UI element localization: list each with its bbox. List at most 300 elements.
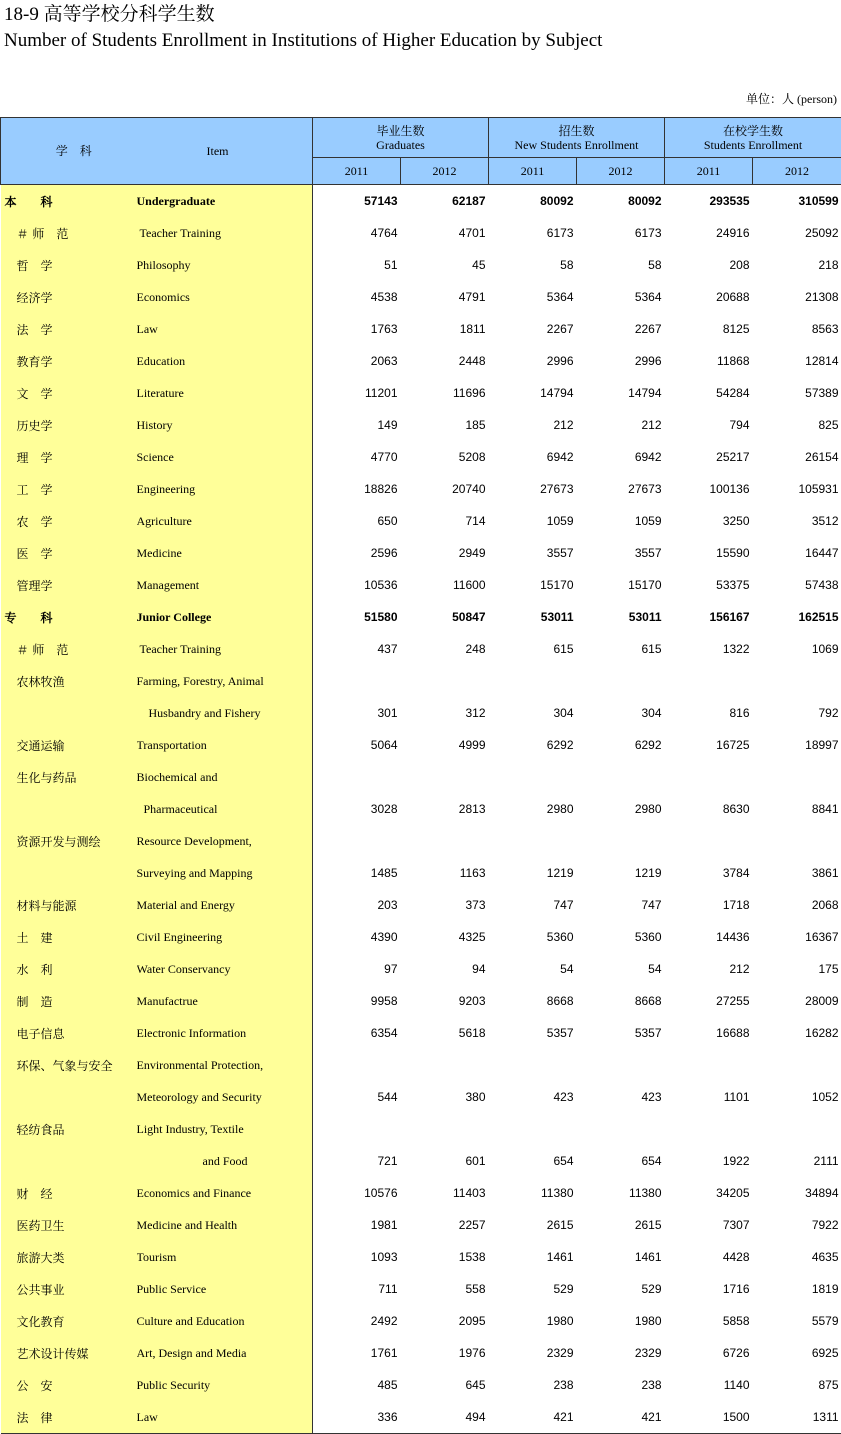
value-cell: 162515 <box>798 610 839 624</box>
value-cell <box>577 761 665 793</box>
row-label-cn: 专 科 <box>1 601 137 633</box>
value-cell: 1093 <box>370 1250 398 1264</box>
value-cell: 11600 <box>453 578 486 592</box>
table-title-english: Number of Students Enrollment in Institutions of Higher Education by Subject <box>4 30 603 51</box>
value-cell: 2063 <box>370 354 398 368</box>
row-label-cn <box>1 1145 137 1177</box>
value-cell: 1461 <box>634 1250 662 1264</box>
value-cell: 8668 <box>634 994 662 1008</box>
value-cell: 714 <box>465 514 486 528</box>
value-cell: 53011 <box>540 610 574 624</box>
row-label-en <box>137 1209 313 1241</box>
value-cell: 54 <box>560 962 574 976</box>
value-cell: 16282 <box>805 1026 839 1040</box>
row-label-cn: 医药卫生 <box>1 1209 137 1241</box>
table-row <box>1 857 841 889</box>
value-cell: 423 <box>553 1090 574 1104</box>
value-cell: 15170 <box>628 578 662 592</box>
row-label-cn: 交通运输 <box>1 729 137 761</box>
row-label-en <box>137 889 313 921</box>
value-cell: 5357 <box>634 1026 662 1040</box>
row-label-en-text: Law <box>136 321 158 336</box>
value-cell: 6942 <box>634 450 662 464</box>
value-cell: 293535 <box>709 194 750 208</box>
table-row <box>1 921 841 953</box>
header-year: 2012 <box>577 158 665 185</box>
value-cell: 14436 <box>716 930 750 944</box>
value-cell: 1163 <box>459 866 486 880</box>
value-cell <box>577 1113 665 1145</box>
value-cell: 156167 <box>709 610 750 624</box>
value-cell: 5858 <box>722 1314 750 1328</box>
value-cell: 16688 <box>716 1026 750 1040</box>
value-cell: 15170 <box>540 578 574 592</box>
row-label-en <box>137 537 313 569</box>
value-cell: 1980 <box>634 1314 662 1328</box>
value-cell: 2615 <box>546 1218 574 1232</box>
value-cell: 3557 <box>546 546 574 560</box>
header-group-enrollment: 在校学生数 Students Enrollment <box>665 118 841 158</box>
value-cell: 615 <box>641 642 662 656</box>
value-cell: 2596 <box>370 546 398 560</box>
value-cell: 336 <box>313 1401 401 1434</box>
value-cell: 208 <box>729 258 750 272</box>
row-label-en-text: Public Security <box>136 1377 211 1392</box>
table-row <box>1 441 841 473</box>
row-label-en <box>137 441 313 473</box>
value-cell: 203 <box>377 898 398 912</box>
row-label-en-text: Teacher Training <box>139 225 221 240</box>
value-cell: 1461 <box>546 1250 574 1264</box>
row-label-en <box>137 921 313 953</box>
row-label-en-text: Agriculture <box>136 513 192 528</box>
row-label-en-text: Electronic Information <box>136 1025 247 1040</box>
value-cell: 11868 <box>717 354 750 368</box>
value-cell: 18997 <box>805 738 839 752</box>
row-label-cn: 法 学 <box>1 313 137 345</box>
value-cell: 421 <box>577 1401 665 1434</box>
row-label-cn: 文化教育 <box>1 1305 137 1337</box>
row-label-en <box>137 1273 313 1305</box>
table-row <box>1 1305 841 1337</box>
row-label-cn <box>1 793 137 825</box>
table-row <box>1 1401 841 1434</box>
row-label-en <box>137 1369 313 1401</box>
value-cell: 529 <box>553 1282 574 1296</box>
value-cell: 721 <box>377 1154 398 1168</box>
row-label-en <box>137 249 313 281</box>
table-row <box>1 409 841 441</box>
value-cell: 100136 <box>709 482 750 496</box>
header-group-graduates: 毕业生数 Graduates <box>313 118 489 158</box>
value-cell: 6292 <box>634 738 662 752</box>
value-cell: 645 <box>465 1378 486 1392</box>
row-label-cn: 财 经 <box>1 1177 137 1209</box>
value-cell: 11403 <box>453 1186 486 1200</box>
table-row <box>1 1177 841 1209</box>
value-cell: 1219 <box>546 866 574 880</box>
value-cell: 57438 <box>805 578 839 592</box>
row-label-en <box>137 985 313 1017</box>
row-label-en-text: Education <box>136 353 186 368</box>
row-label-en-text: Undergraduate <box>136 193 216 208</box>
value-cell: 15590 <box>716 546 750 560</box>
value-cell: 875 <box>818 1378 839 1392</box>
enrollment-table <box>0 117 841 1434</box>
row-label-cn <box>1 697 137 729</box>
value-cell: 97 <box>384 962 398 976</box>
value-cell: 4701 <box>458 226 486 240</box>
value-cell: 2996 <box>634 354 662 368</box>
header-year: 2011 <box>313 158 401 185</box>
value-cell: 218 <box>818 258 839 272</box>
row-label-en-text: History <box>136 417 173 432</box>
table-row <box>1 345 841 377</box>
value-cell <box>489 1049 577 1081</box>
value-cell <box>489 665 577 697</box>
row-label-en <box>137 761 313 793</box>
value-cell: 2448 <box>458 354 486 368</box>
value-cell <box>489 825 577 857</box>
value-cell <box>753 1049 841 1081</box>
table-row <box>1 793 841 825</box>
value-cell: 25217 <box>716 450 750 464</box>
row-label-en-text: Transportation <box>136 737 207 752</box>
table-row <box>1 537 841 569</box>
value-cell: 149 <box>377 418 398 432</box>
row-label-en-text: Material and Energy <box>136 897 235 912</box>
row-label-en <box>137 569 313 601</box>
row-label-cn: 教育学 <box>1 345 137 377</box>
value-cell: 4428 <box>722 1250 750 1264</box>
value-cell: 5360 <box>546 930 574 944</box>
table-row <box>1 473 841 505</box>
value-cell: 1718 <box>722 898 750 912</box>
value-cell <box>753 665 841 697</box>
value-cell: 20688 <box>716 290 750 304</box>
value-cell: 1976 <box>458 1346 486 1360</box>
value-cell: 4538 <box>370 290 398 304</box>
value-cell: 2813 <box>458 802 486 816</box>
value-cell: 2068 <box>811 898 839 912</box>
row-label-en <box>137 217 313 249</box>
value-cell: 8630 <box>722 802 750 816</box>
value-cell: 11696 <box>453 386 486 400</box>
value-cell: 1101 <box>723 1090 750 1104</box>
row-label-cn <box>1 1081 137 1113</box>
value-cell: 1069 <box>811 642 839 656</box>
row-label-cn: 轻纺食品 <box>1 1113 137 1145</box>
value-cell: 105931 <box>798 482 839 496</box>
table-row <box>1 761 841 793</box>
row-label-en <box>137 825 313 857</box>
value-cell: 5618 <box>458 1026 486 1040</box>
value-cell: 825 <box>818 418 839 432</box>
value-cell: 51580 <box>364 610 398 624</box>
value-cell <box>489 761 577 793</box>
value-cell: 3028 <box>370 802 398 816</box>
row-label-en <box>137 953 313 985</box>
value-cell: 1811 <box>459 322 486 336</box>
value-cell: 4390 <box>370 930 398 944</box>
header-year: 2012 <box>401 158 489 185</box>
value-cell: 8668 <box>546 994 574 1008</box>
value-cell: 747 <box>641 898 662 912</box>
table-row <box>1 569 841 601</box>
value-cell: 9958 <box>370 994 398 1008</box>
row-label-cn: 经济学 <box>1 281 137 313</box>
value-cell: 4791 <box>458 290 486 304</box>
row-label-en-text: Environmental Protection, <box>136 1057 264 1072</box>
value-cell: 6354 <box>370 1026 398 1040</box>
value-cell: 27673 <box>628 482 662 496</box>
value-cell: 304 <box>553 706 574 720</box>
value-cell: 816 <box>729 706 750 720</box>
value-cell: 1922 <box>722 1154 750 1168</box>
value-cell: 50847 <box>452 610 486 624</box>
value-cell: 212 <box>553 418 574 432</box>
value-cell: 34205 <box>716 1186 750 1200</box>
row-label-cn: 制 造 <box>1 985 137 1017</box>
row-label-en <box>137 313 313 345</box>
value-cell: 11380 <box>629 1186 662 1200</box>
table-row <box>1 1145 841 1177</box>
row-label-en-text: Medicine <box>136 545 182 560</box>
value-cell: 27255 <box>716 994 750 1008</box>
value-cell <box>665 665 753 697</box>
table-row <box>1 633 841 665</box>
row-label-cn: 本 科 <box>1 185 137 218</box>
value-cell: 1219 <box>634 866 662 880</box>
row-label-cn <box>1 857 137 889</box>
value-cell <box>401 1049 489 1081</box>
row-label-en-text: Engineering <box>136 481 196 496</box>
value-cell <box>313 761 401 793</box>
table-row <box>1 1113 841 1145</box>
row-label-en <box>137 1177 313 1209</box>
row-label-en-text: Law <box>136 1409 158 1424</box>
row-label-en <box>137 1145 313 1177</box>
value-cell: 4999 <box>458 738 486 752</box>
value-cell: 310599 <box>798 194 839 208</box>
value-cell: 80092 <box>540 194 574 208</box>
value-cell: 12814 <box>805 354 839 368</box>
row-label-en <box>137 857 313 889</box>
table-row <box>1 1081 841 1113</box>
value-cell <box>313 825 401 857</box>
value-cell: 11380 <box>541 1186 574 1200</box>
row-label-cn: 公 安 <box>1 1369 137 1401</box>
value-cell: 45 <box>472 258 486 272</box>
value-cell: 2329 <box>546 1346 574 1360</box>
table-row <box>1 281 841 313</box>
row-label-en-text: Philosophy <box>136 257 191 272</box>
value-cell: 18826 <box>364 482 398 496</box>
value-cell <box>577 1049 665 1081</box>
value-cell <box>577 825 665 857</box>
value-cell <box>401 825 489 857</box>
value-cell: 380 <box>465 1090 486 1104</box>
table-row <box>1 665 841 697</box>
table-body <box>1 185 841 1434</box>
value-cell: 1761 <box>370 1346 398 1360</box>
row-label-en-text: Public Service <box>136 1281 207 1296</box>
value-cell: 8563 <box>811 322 839 336</box>
row-label-en <box>137 1401 313 1434</box>
row-label-en-text: Economics and Finance <box>136 1185 252 1200</box>
value-cell <box>665 1113 753 1145</box>
header-group-new-enrollment: 招生数 New Students Enrollment <box>489 118 665 158</box>
value-cell: 16725 <box>716 738 750 752</box>
row-label-en <box>137 345 313 377</box>
row-label-en <box>137 1241 313 1273</box>
row-label-en <box>137 1305 313 1337</box>
row-label-cn: 生化与药品 <box>1 761 137 793</box>
value-cell: 6173 <box>634 226 662 240</box>
value-cell: 794 <box>729 418 750 432</box>
row-label-cn: 旅游大类 <box>1 1241 137 1273</box>
value-cell: 1059 <box>546 514 574 528</box>
row-label-en-text: Farming, Forestry, Animal <box>136 673 264 688</box>
value-cell: 3784 <box>722 866 750 880</box>
value-cell: 1819 <box>811 1282 839 1296</box>
value-cell: 1980 <box>546 1314 574 1328</box>
row-label-cn: 管理学 <box>1 569 137 601</box>
value-cell: 58 <box>648 258 662 272</box>
row-label-cn: 艺术设计传媒 <box>1 1337 137 1369</box>
value-cell: 7922 <box>811 1218 839 1232</box>
value-cell: 423 <box>641 1090 662 1104</box>
value-cell: 8841 <box>811 802 839 816</box>
row-label-cn: 法 律 <box>1 1401 137 1434</box>
value-cell <box>665 761 753 793</box>
row-label-en <box>137 729 313 761</box>
row-label-en-text: Teacher Training <box>139 641 221 656</box>
row-label-en-text: Medicine and Health <box>136 1217 238 1232</box>
value-cell: 1052 <box>811 1090 839 1104</box>
table-row <box>1 1049 841 1081</box>
table-row <box>1 1209 841 1241</box>
table-row <box>1 1017 841 1049</box>
row-label-cn: 理 学 <box>1 441 137 473</box>
table-row <box>1 889 841 921</box>
row-label-cn: 资源开发与测绘 <box>1 825 137 857</box>
table-title-chinese: 18-9 高等学校分科学生数 <box>4 4 215 25</box>
value-cell: 21308 <box>805 290 839 304</box>
value-cell: 2996 <box>546 354 574 368</box>
row-label-en <box>137 1113 313 1145</box>
value-cell: 4770 <box>370 450 398 464</box>
value-cell: 301 <box>377 706 398 720</box>
header-item-cn: 学 科 <box>1 118 137 185</box>
value-cell <box>401 761 489 793</box>
value-cell: 5360 <box>634 930 662 944</box>
value-cell: 421 <box>489 1401 577 1434</box>
row-label-en <box>137 505 313 537</box>
value-cell: 654 <box>553 1154 574 1168</box>
value-cell: 1322 <box>722 642 750 656</box>
value-cell: 27673 <box>540 482 574 496</box>
table-row <box>1 697 841 729</box>
value-cell: 529 <box>641 1282 662 1296</box>
value-cell: 62187 <box>452 194 486 208</box>
table-row <box>1 1273 841 1305</box>
row-label-en <box>137 1049 313 1081</box>
value-cell: 6942 <box>546 450 574 464</box>
value-cell: 94 <box>472 962 486 976</box>
table-row <box>1 313 841 345</box>
table-row <box>1 1241 841 1273</box>
value-cell <box>577 665 665 697</box>
value-cell <box>665 825 753 857</box>
value-cell: 3512 <box>811 514 839 528</box>
unit-label: 单位：人 (person) <box>746 92 837 106</box>
value-cell: 4635 <box>811 1250 839 1264</box>
row-label-cn: 土 建 <box>1 921 137 953</box>
value-cell: 53375 <box>716 578 750 592</box>
value-cell: 10576 <box>364 1186 398 1200</box>
row-label-en-text: Management <box>136 577 200 592</box>
row-label-en-text: Light Industry, Textile <box>136 1121 244 1136</box>
value-cell: 2980 <box>634 802 662 816</box>
row-label-cn: 农 学 <box>1 505 137 537</box>
value-cell: 51 <box>384 258 398 272</box>
value-cell: 2257 <box>458 1218 486 1232</box>
header-year: 2011 <box>665 158 753 185</box>
value-cell: 238 <box>641 1378 662 1392</box>
row-label-en <box>137 377 313 409</box>
table-row <box>1 953 841 985</box>
row-label-en <box>137 281 313 313</box>
table-row <box>1 217 841 249</box>
value-cell: 3557 <box>634 546 662 560</box>
table-row <box>1 1369 841 1401</box>
row-label-en-text: Civil Engineering <box>136 929 223 944</box>
row-label-en <box>137 473 313 505</box>
value-cell <box>753 1113 841 1145</box>
row-label-en-text: Art, Design and Media <box>136 1345 247 1360</box>
row-label-en <box>137 185 313 218</box>
value-cell: 6173 <box>546 226 574 240</box>
row-label-en <box>137 1017 313 1049</box>
value-cell: 2267 <box>546 322 574 336</box>
value-cell: 238 <box>553 1378 574 1392</box>
table-row <box>1 729 841 761</box>
value-cell: 9203 <box>458 994 486 1008</box>
value-cell: 747 <box>553 898 574 912</box>
value-cell: 57389 <box>805 386 839 400</box>
value-cell: 654 <box>641 1154 662 1168</box>
value-cell: 3861 <box>811 866 839 880</box>
value-cell: 24916 <box>716 226 750 240</box>
value-cell: 1500 <box>665 1401 753 1434</box>
value-cell: 3250 <box>722 514 750 528</box>
row-label-en-text: Water Conservancy <box>136 961 231 976</box>
value-cell: 34894 <box>805 1186 839 1200</box>
value-cell: 175 <box>818 962 839 976</box>
value-cell: 14794 <box>540 386 574 400</box>
value-cell: 4764 <box>370 226 398 240</box>
value-cell: 792 <box>818 706 839 720</box>
value-cell: 54 <box>648 962 662 976</box>
row-label-en-text: Meteorology and Security <box>136 1089 262 1104</box>
value-cell: 5208 <box>458 450 486 464</box>
value-cell: 20740 <box>452 482 486 496</box>
value-cell: 1485 <box>370 866 398 880</box>
value-cell: 1981 <box>370 1218 398 1232</box>
row-label-en <box>137 1337 313 1369</box>
value-cell: 558 <box>465 1282 486 1296</box>
